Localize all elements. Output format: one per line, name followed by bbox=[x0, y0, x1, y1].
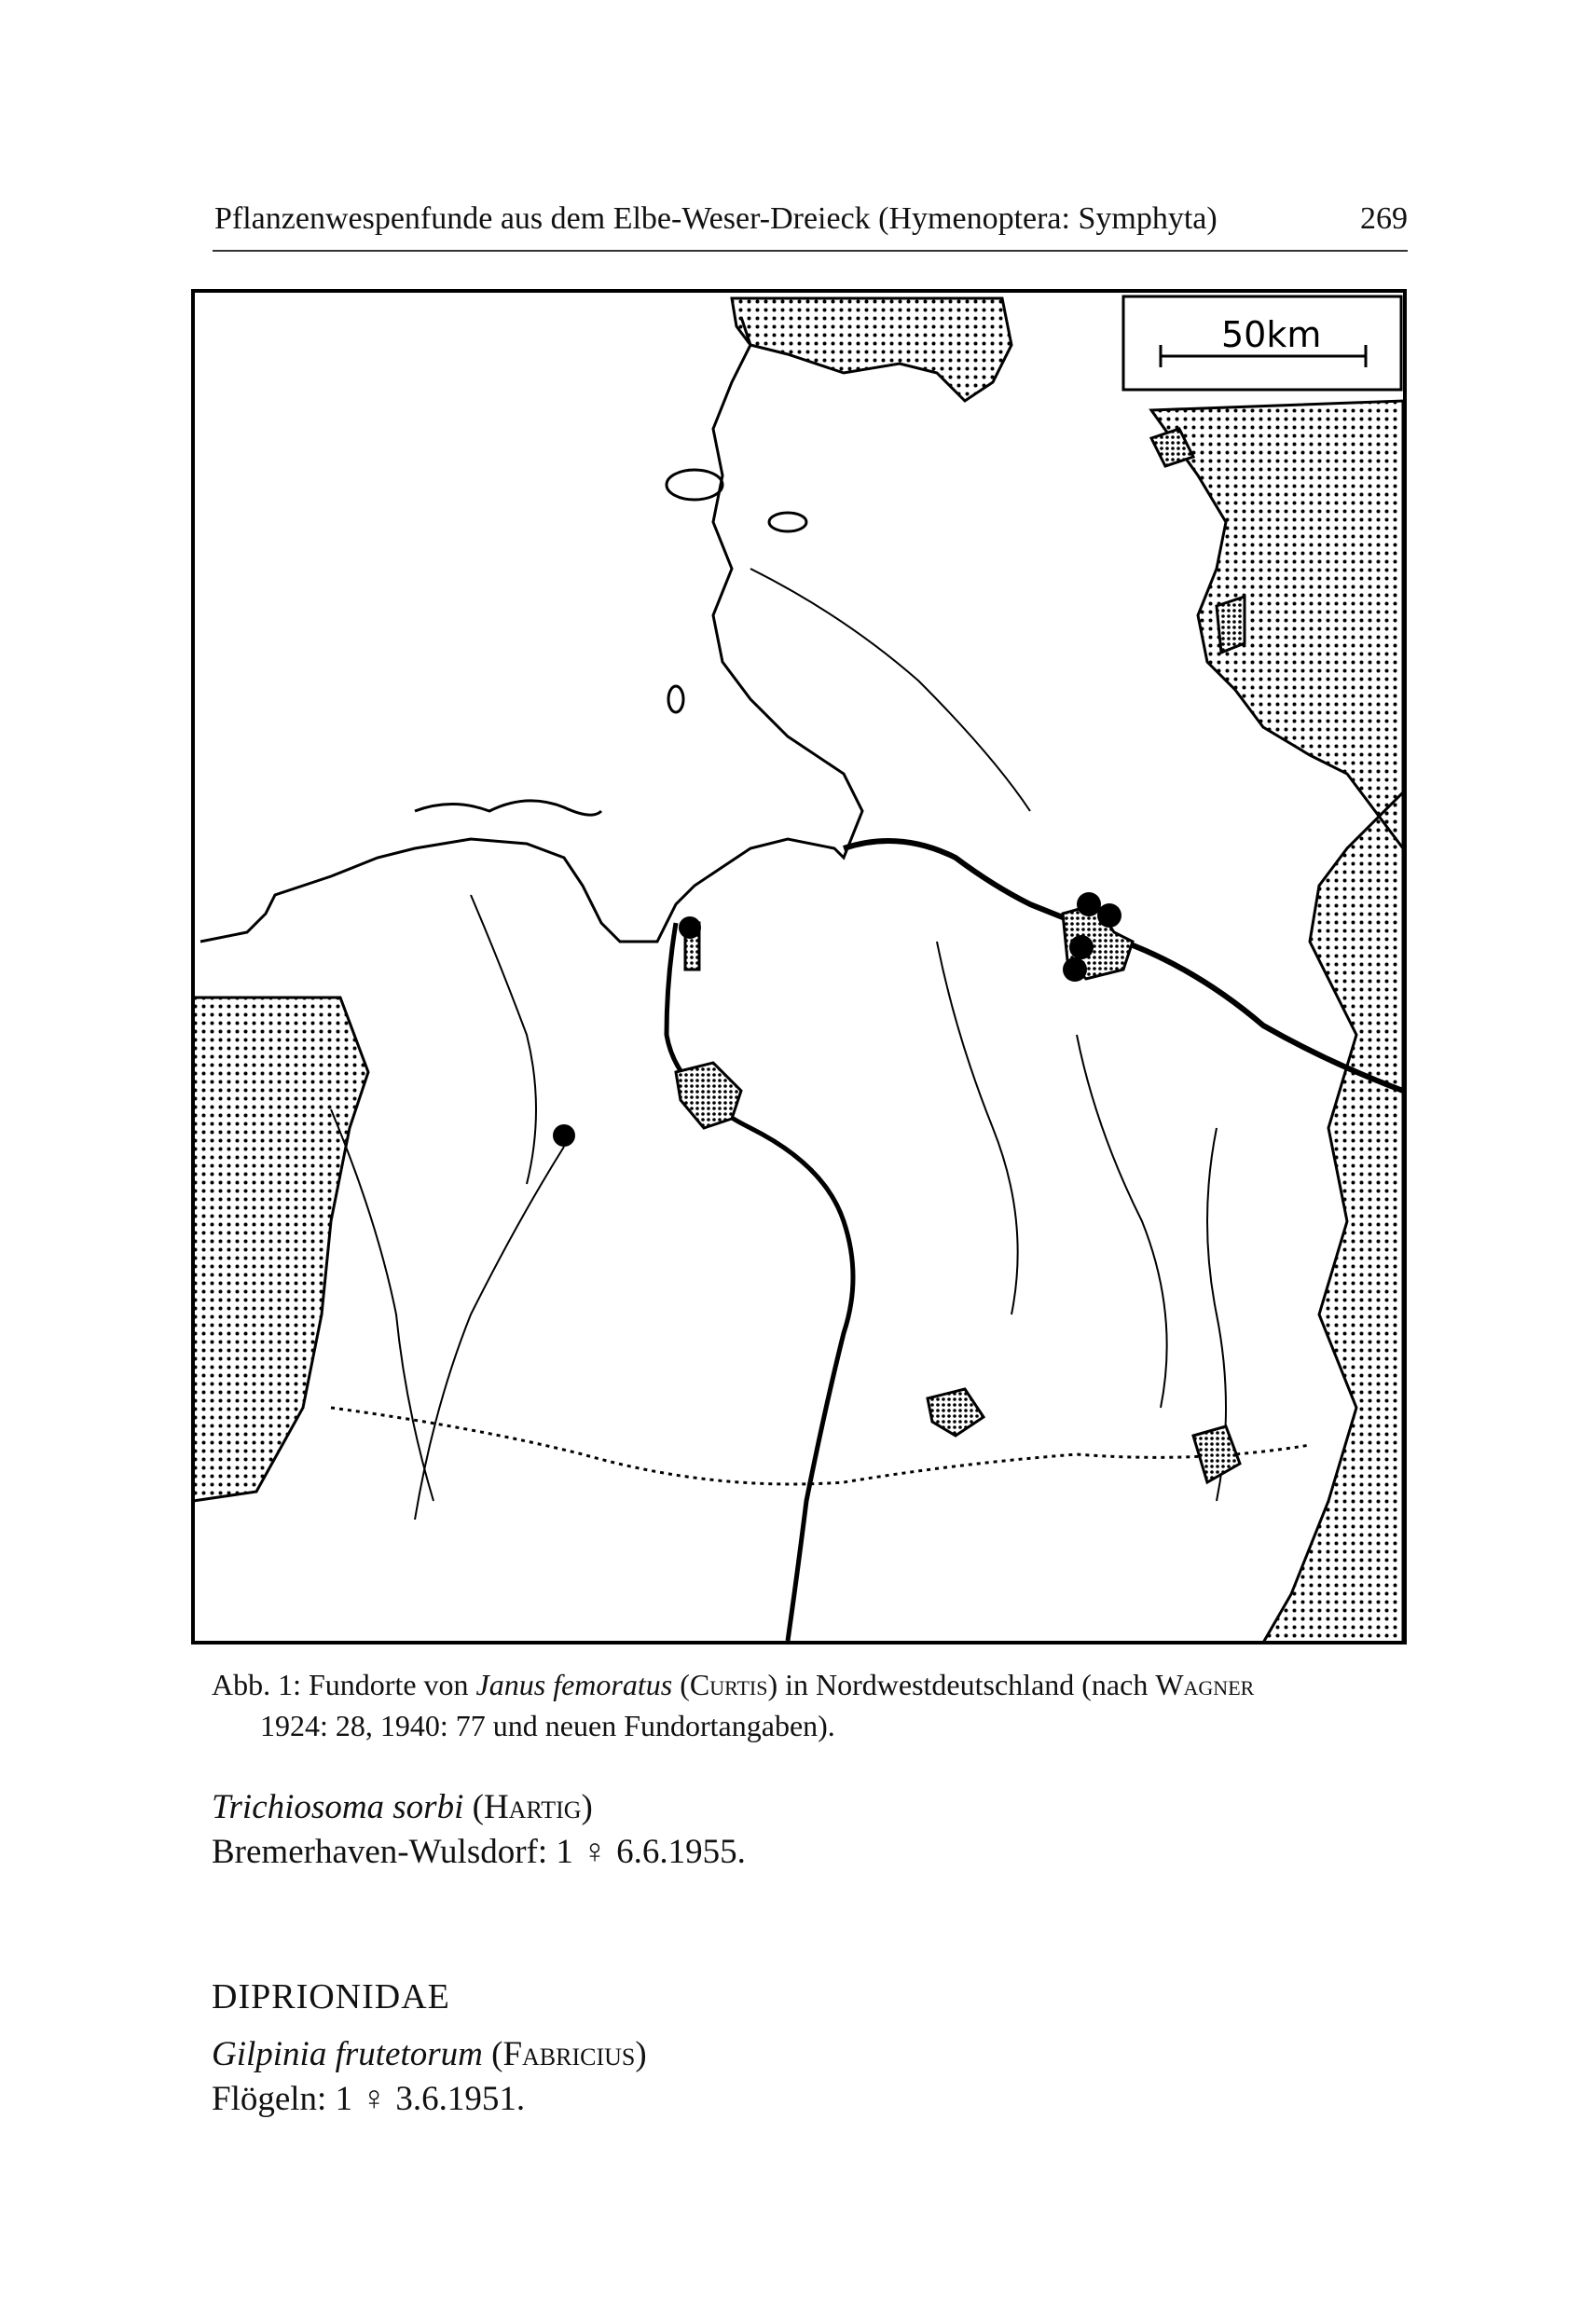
find-locality-dot bbox=[1063, 957, 1087, 982]
caption-source-author: Wagner bbox=[1155, 1668, 1255, 1701]
find-locality-dot bbox=[679, 916, 701, 939]
page-number: 269 bbox=[1360, 201, 1408, 236]
scale-label: 50km bbox=[1221, 314, 1322, 355]
running-title: Pflanzenwespenfunde aus dem Elbe-Weser-Dreieck (Hymenoptera: Symphyta) bbox=[214, 201, 1218, 236]
header-rule bbox=[213, 250, 1408, 252]
species-locality: Bremerhaven-Wulsdorf: 1 ♀ 6.6.1955. bbox=[212, 1833, 746, 1871]
family-heading: DIPRIONIDAE bbox=[212, 1977, 450, 2016]
city-cuxhaven bbox=[1217, 597, 1245, 653]
species-entry bbox=[212, 2032, 647, 2122]
distribution-map bbox=[191, 289, 1408, 1645]
species-locality: Flögeln: 1 ♀ 3.6.1951. bbox=[212, 2080, 526, 2118]
caption-author-open: ( bbox=[672, 1668, 690, 1701]
species-entry bbox=[212, 1785, 746, 1875]
species-author: Hartig bbox=[483, 1788, 582, 1826]
caption-species: Janus femoratus bbox=[475, 1668, 673, 1701]
find-locality-dot bbox=[1097, 903, 1121, 928]
caption-author: Curtis bbox=[689, 1668, 768, 1701]
caption-middle: ) in Nordwestdeutschland (nach bbox=[767, 1668, 1156, 1701]
caption-line-2: 1924: 28, 1940: 77 und neuen Fundortangaben). bbox=[260, 1709, 835, 1742]
find-locality-dot bbox=[553, 1124, 575, 1147]
caption-prefix: Abb. 1: Fundorte von bbox=[212, 1668, 476, 1701]
species-name: Trichiosoma sorbi bbox=[212, 1788, 464, 1826]
species-name: Gilpinia frutetorum bbox=[212, 2035, 483, 2073]
find-locality-dot bbox=[1077, 892, 1101, 916]
species-name-line: Trichiosoma sorbi (Hartig) bbox=[212, 1788, 593, 1826]
species-name-line: Gilpinia frutetorum (Fabricius) bbox=[212, 2035, 647, 2073]
running-header bbox=[214, 191, 1408, 247]
species-author: Fabricius bbox=[502, 2035, 636, 2073]
figure-caption bbox=[212, 1664, 1424, 1746]
find-locality-dot bbox=[1069, 935, 1094, 959]
